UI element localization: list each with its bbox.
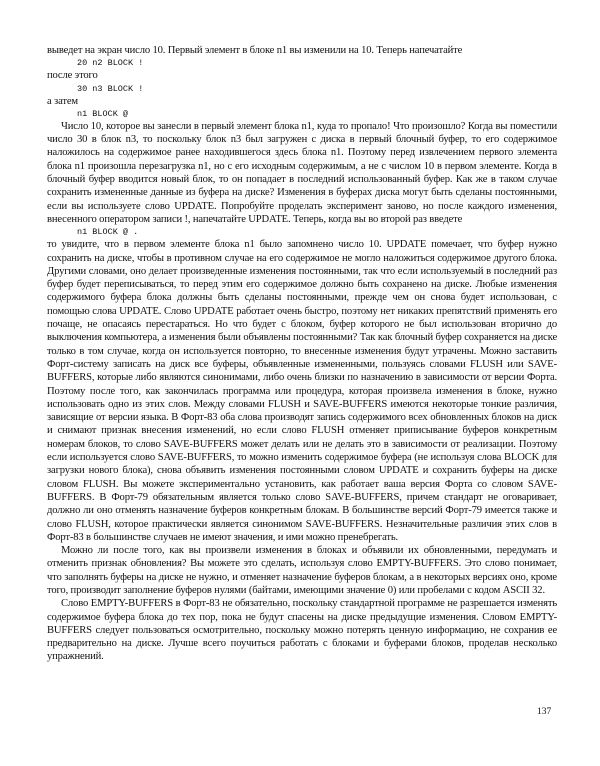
text-after-this: после этого bbox=[47, 70, 98, 82]
paragraph-update: то увидите, что в первом элементе блока n1 было запомнено число 10. UPDATE помечает, что буфер нужно сохранить на диске, чтобы в противном случае на его содержимое не могло наложиться содержимое другого блока. Другими словами, оно делает произведенные изменения постоянными, так что если используемый в последний раз буфер будет переписываться, то перед этим его содержимое должно быть сохранено на диске. Любые изменения содержимого буфера блока должны быть сделаны постоянными, прежде чем он снова будет использован, с помощью слова UPDATE. Слово UPDATE работает очень быстро, поэтому нет никаких препятствий применять его почаще, не опасаясь перестараться. Но что будет с блоком, буфер которого не был использован вторично до выключения компьютера, а изменения были объявлены постоянными? Так как блочный буфер сохраняется на диске только в том случае, когда он используется повторно, то внесенные изменения будут утрачены. Можно заставить Форт-систему записать на диск все буферы, объявленные измененными, пользуясь словами FLUSH или SAVE-BUFFERS, которые либо являются синонимами, либо очень близки по назначению в зависимости от версии Форта. Поэтому после того, как закончилась программа или процедура, которая произвела изменения в блоке, нужно использовать одно из этих слов. Между словами FLUSH и SAVE-BUFFERS имеются некоторые тонкие различия, зависящие от версии языка. В Форт-83 оба слова производят запись содержимого всех обновленных блоков на диск и снимают признак внесения изменений, но если слово FLUSH отменяет приписывание буферов конкретным номерам блоков, то слово SAVE-BUFFERS может делать или не делать это в зависимости от реализации. Поэтому если используется слово SAVE-BUFFERS, то можно изменить содержимое буфера (не используя слова BLOCK для загрузки нового блока), снова объявить изменения постоянными словом UPDATE и сохранить буферы на диске словом FLUSH. Вы можете экспериментально установить, как работает ваша версия Форта со словом SAVE-BUFFERS. В Форт-79 обязательным является только слово SAVE-BUFFERS, причем стандарт не оговаривает, должно ли оно отменять назначение буферов конкретным блокам. В большинстве версий Форт-79 имеется также и слово FLUSH, которое практически является синонимом SAVE-BUFFERS. Незначительные различия этих слов в Форт-83 в большинстве случаев не имеют значения, и ими можно пренебрегать. bbox=[47, 239, 557, 543]
page-number: 137 bbox=[537, 707, 552, 717]
paragraph-what-happened: Число 10, которое вы занесли в первый элемент блока n1, куда то пропало! Что произошло? Когда вы поместили число 30 в блок n3, то поскольку блок n3 был загружен с диска в первый блочный буфер, то его содержимое наложилось на содержимое ранее находившегося здесь блока n1. Поэтому перед извлечением первого элемента блока n1 произошла перезагрузка n1, но с его исходным содержимым, а не с числом 10 в первом элементе. Когда в блочный буфер вводится новый блок, то он попадает в последний использованный буфер. Как же в таком случае сохранить измененные данные из буфера на диске? Изменения в буферах диска могут быть сделаны постоянными, если вы используете слово UPDATE. Попробуйте проделать эксперимент заново, но после каждого изменения, внесенного оператором записи !, напечатайте UPDATE. Теперь, когда вы во второй раз введете bbox=[47, 120, 557, 225]
body-text bbox=[47, 44, 557, 664]
text-and-then: а затем bbox=[47, 95, 78, 107]
code-line-n1-print: n1 BLOCK @ . bbox=[77, 227, 139, 238]
code-line-n1-fetch: n1 BLOCK @ bbox=[77, 108, 129, 119]
paragraph-empty-buffers: Можно ли после того, как вы произвели изменения в блоках и объявили их обновленными, передумать и отменить признак обновления? Вы можете это сделать, используя слово EMPTY-BUFFERS. Это слово понимает, что заполнять буферы на диске не нужно, и отменяет назначение буферов блокам, а в некоторых версиях оно, кроме того, производит заполнение буферов нулями (байтами, имеющими значение 0) или пробелами с кодом ASCII 32. bbox=[47, 545, 557, 596]
paragraph-forth83: Слово EMPTY-BUFFERS в Форт-83 не обязательно, поскольку стандартной программе не разрешается изменять содержимое буфера блока до тех пор, пока не будут спасены на диске предыдущие изменения. Словом EMPTY-BUFFERS следует пользоваться осмотрительно, поскольку можно потерять ценную информацию, не сохранив ее предварительно на диске. Лучше всего поучиться работать с блоками и буферами блоков, проделав несколько упражнений. bbox=[47, 598, 557, 663]
paragraph-intro: выведет на экран число 10. Первый элемент в блоке n1 вы изменили на 10. Теперь напечатайте bbox=[47, 45, 463, 56]
code-line-n2: 20 n2 BLOCK ! bbox=[77, 58, 144, 69]
code-line-n3: 30 n3 BLOCK ! bbox=[77, 83, 144, 94]
